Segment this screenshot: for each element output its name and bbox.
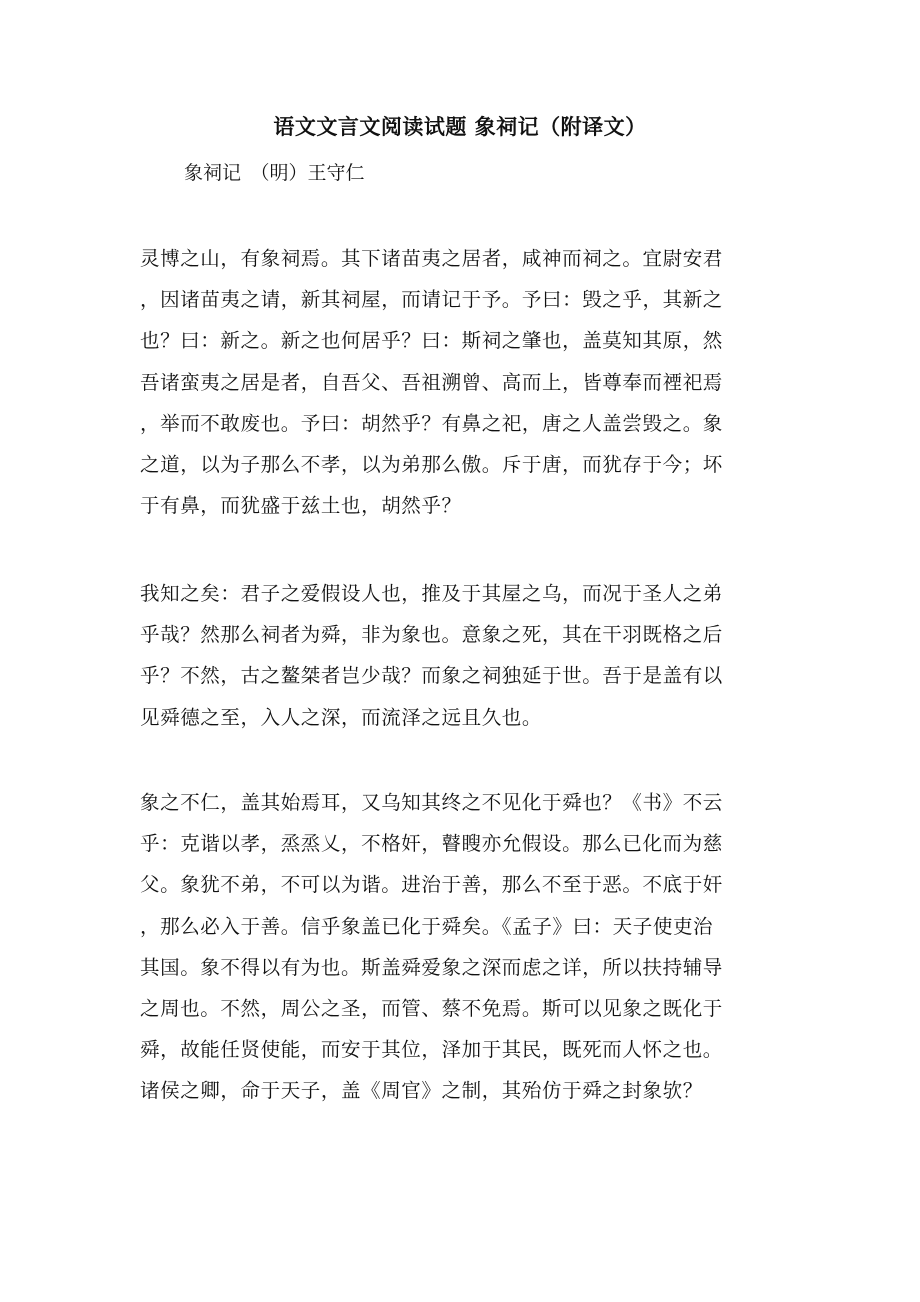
page-title: 语文文言文阅读试题 象祠记（附译文） (273, 114, 647, 139)
text-line: 乎：克谐以孝，烝烝乂，不格奸，瞽瞍亦允假设。那么已化而为慈 (140, 832, 723, 856)
text-line: 于有鼻，而犹盛于兹土也，胡然乎？ (140, 494, 462, 518)
essay-subtitle: 象祠记 （明）王守仁 (184, 162, 365, 184)
text-line: 之道，以为子那么不孝，以为弟那么傲。斥于唐，而犹存于今；坏 (140, 452, 723, 476)
text-line: ，那么必入于善。信乎象盖已化于舜矣。《孟子》曰：天子使吏治 (140, 914, 714, 938)
text-line: 也？曰：新之。新之也何居乎？曰：斯祠之肇也，盖莫知其原，然 (140, 329, 723, 353)
text-line: 我知之矣：君子之爱假设人也，推及于其屋之乌，而况于圣人之弟 (140, 582, 723, 605)
text-line: 诸侯之卿，命于天子，盖《周官》之制，其殆仿于舜之封象欤？ (140, 1079, 703, 1103)
text-line: 吾诸蛮夷之居是者，自吾父、吾祖溯曾、高而上，皆尊奉而禋祀焉 (140, 370, 723, 394)
text-line: 其国。象不得以有为也。斯盖舜爱象之深而虑之详，所以扶持辅导 (140, 955, 723, 979)
text-line: 见舜德之至，入人之深，而流泽之远且久也。 (140, 705, 543, 729)
paragraph-3 (140, 782, 780, 1112)
text-line: 舜，故能任贤使能，而安于其位，泽加于其民，既死而人怀之也。 (140, 1038, 723, 1062)
text-line: 象之不仁，盖其始焉耳，又乌知其终之不见化于舜也？《书》不云 (140, 791, 723, 814)
text-line: 之周也。不然，周公之圣，而管、蔡不免焉。斯可以见象之既化于 (140, 996, 723, 1020)
text-line: 灵博之山，有象祠焉。其下诸苗夷之居者，咸神而祠之。宜尉安君 (140, 247, 723, 270)
paragraph-2 (140, 573, 780, 738)
text-line: 父。象犹不弟，不可以为谐。进治于善，那么不至于恶。不底于奸 (140, 873, 723, 897)
text-line: ，因诸苗夷之请，新其祠屋，而请记于予。予曰：毁之乎，其新之 (140, 288, 723, 312)
text-line: ，举而不敢废也。予曰：胡然乎？有鼻之祀，唐之人盖尝毁之。象 (140, 411, 723, 435)
text-line: 乎哉？然那么祠者为舜，非为象也。意象之死，其在干羽既格之后 (140, 623, 723, 647)
text-line: 乎？不然，古之鳌桀者岂少哉？而象之祠独延于世。吾于是盖有以 (140, 664, 723, 688)
paragraph-1 (140, 238, 780, 526)
